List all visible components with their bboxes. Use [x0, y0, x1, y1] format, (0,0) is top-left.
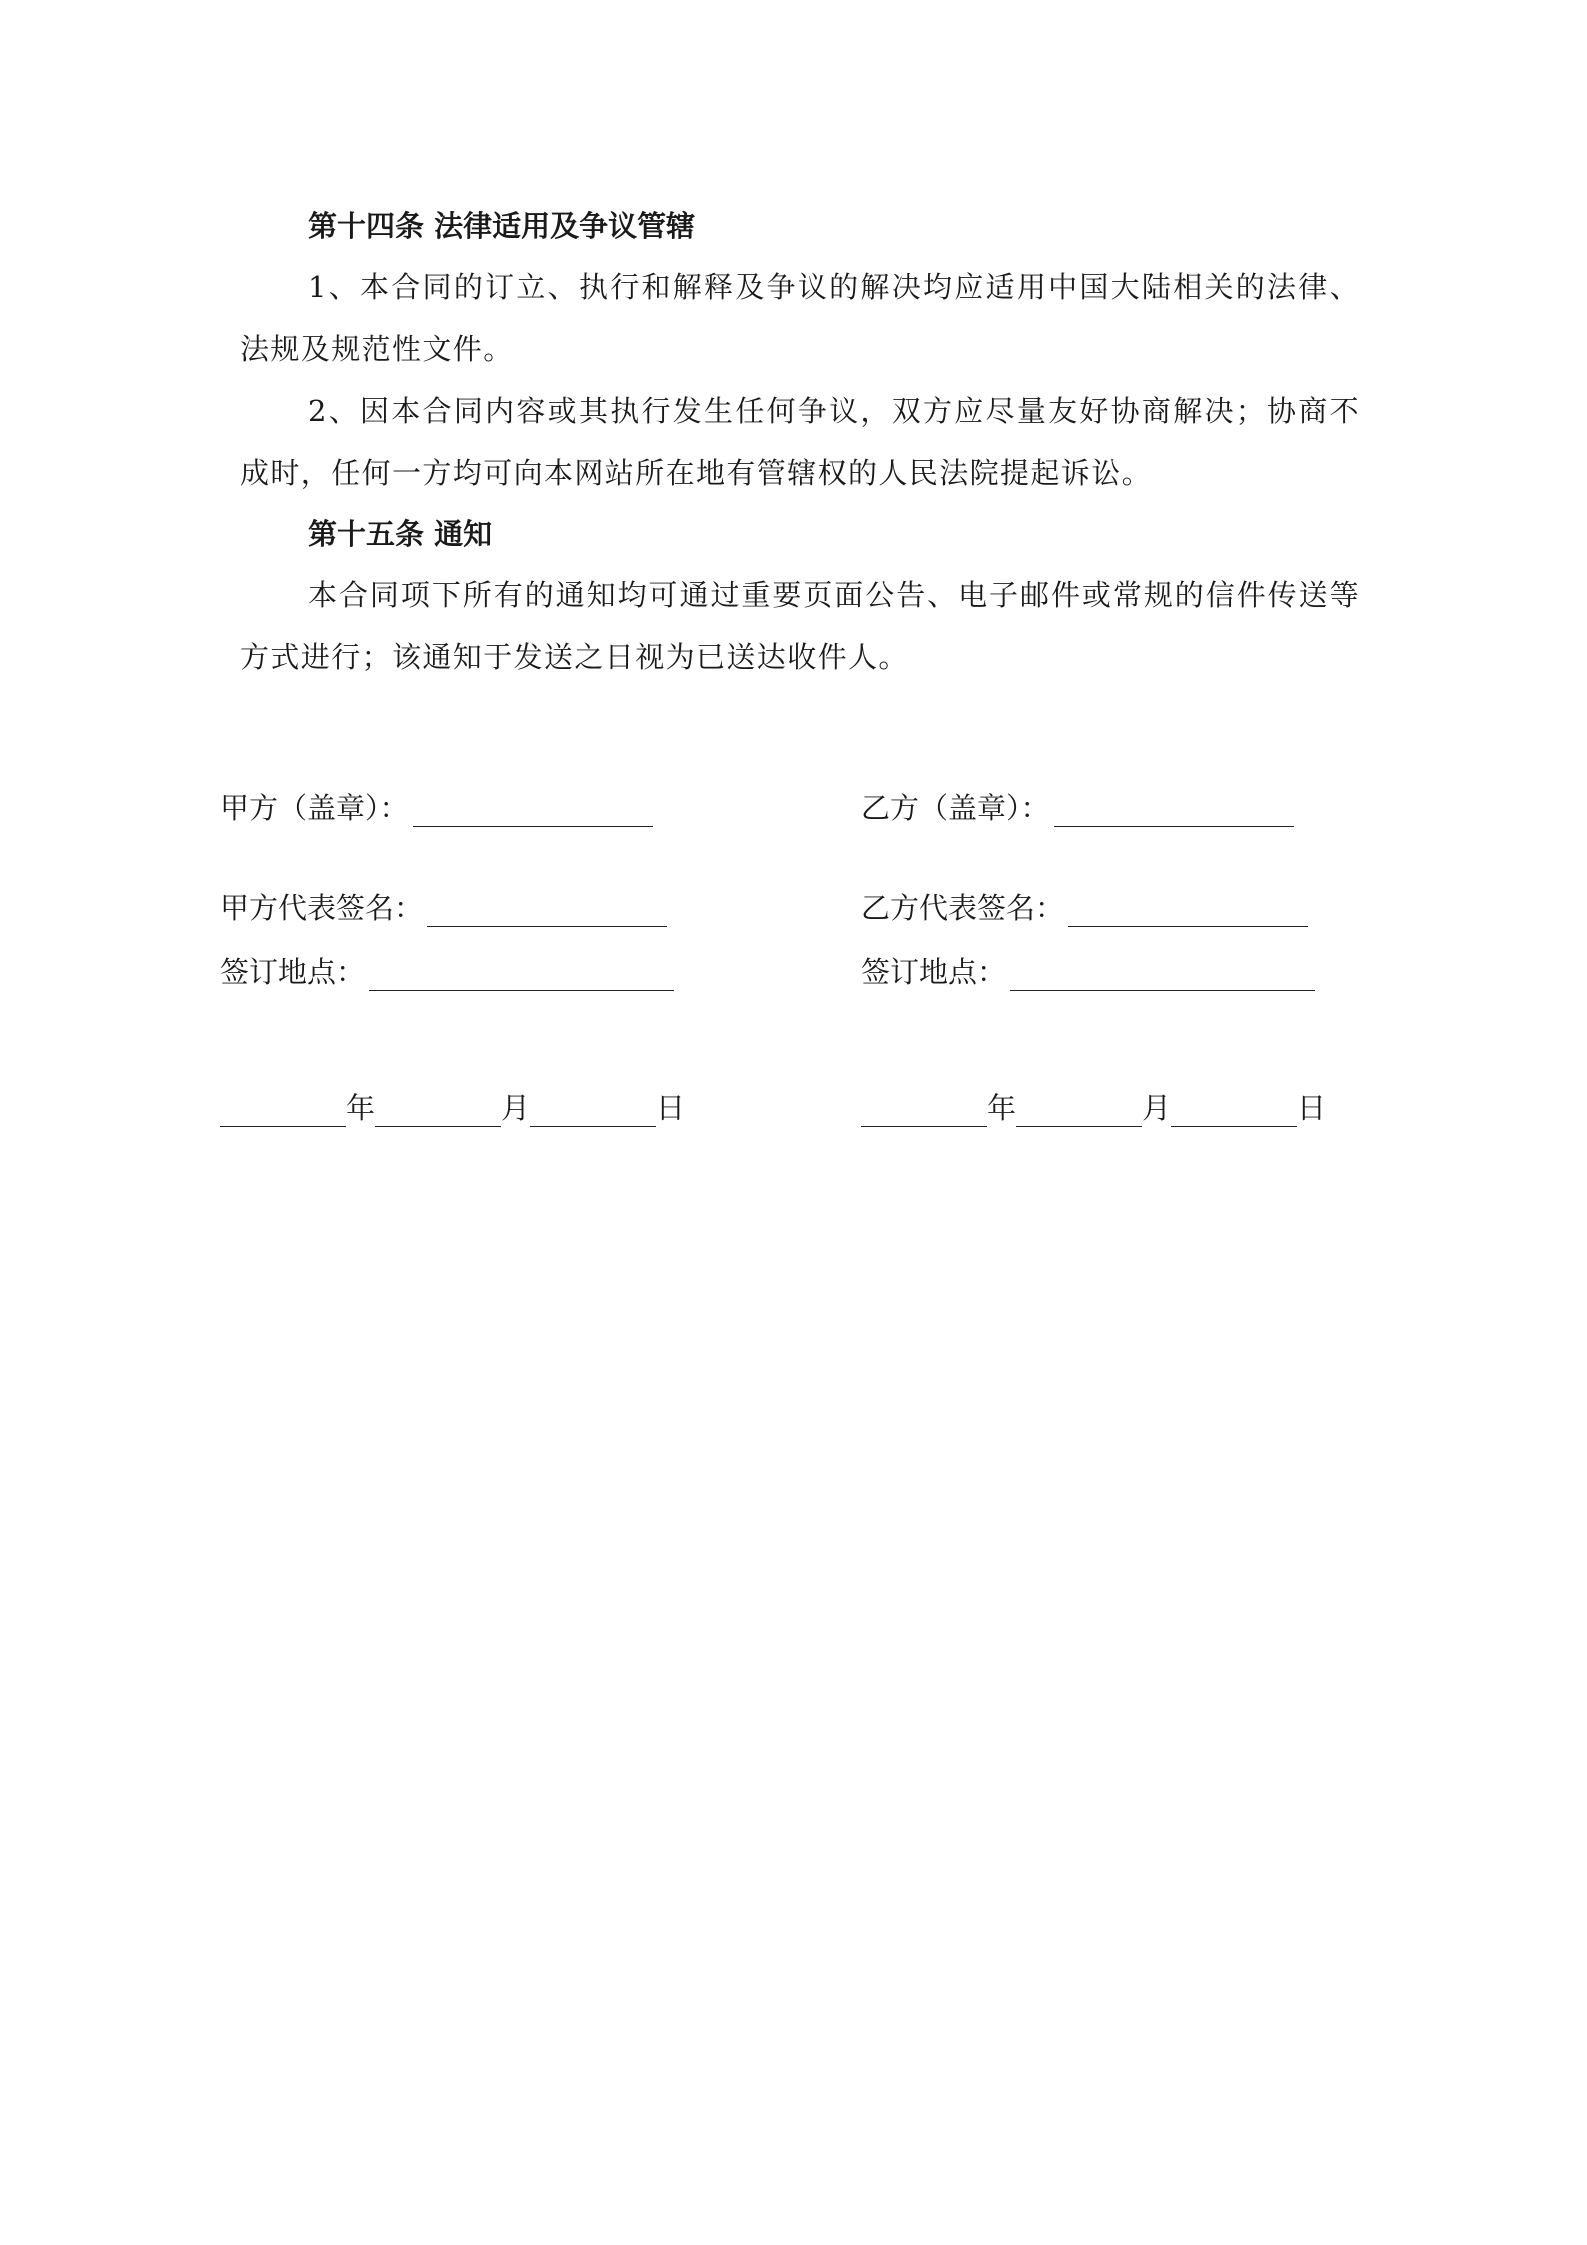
party-b-place-line[interactable]: [1010, 960, 1315, 991]
party-a-year-label: 年: [346, 1091, 376, 1125]
contract-body: [240, 196, 1360, 688]
party-b-seal: [861, 786, 1294, 827]
party-a-day-line[interactable]: [530, 1096, 656, 1127]
article-15-heading: 第十五条 通知: [308, 517, 493, 551]
article-14-paragraph-2: 2、因本合同内容或其执行发生任何争议，双方应尽量友好协商解决；协商不成时，任何一方均可向本网站所在地有管辖权的人民法院提起诉讼。: [240, 394, 1360, 490]
party-b-place-label: 签订地点：: [861, 955, 1007, 989]
article-14-heading: 第十四条 法律适用及争议管辖: [308, 209, 696, 243]
party-a-place-line[interactable]: [369, 960, 674, 991]
party-a-place: [220, 950, 674, 991]
party-a-seal-label: 甲方（盖章）：: [220, 791, 409, 825]
party-b-date: [861, 1086, 1326, 1127]
party-b-year-label: 年: [987, 1091, 1017, 1125]
article-15-paragraph-1: 本合同项下所有的通知均可通过重要页面公告、电子邮件或常规的信件传送等方式进行；该通知于发送之日视为已送达收件人。: [240, 578, 1360, 674]
party-b-day-line[interactable]: [1171, 1096, 1297, 1127]
party-a-rep: [220, 886, 667, 927]
article-14-paragraph-1: 1、本合同的订立、执行和解释及争议的解决均应适用中国大陆相关的法律、法规及规范性文件。: [240, 270, 1360, 366]
party-b-year-line[interactable]: [861, 1096, 987, 1127]
party-b-rep-line[interactable]: [1068, 896, 1308, 927]
party-a-month-label: 月: [501, 1091, 531, 1125]
party-b-rep: [861, 886, 1308, 927]
party-b-place: [861, 950, 1315, 991]
party-b-rep-label: 乙方代表签名：: [861, 891, 1065, 925]
party-a-year-line[interactable]: [220, 1096, 346, 1127]
party-b-day-label: 日: [1297, 1091, 1327, 1125]
party-a-seal: [220, 786, 653, 827]
party-b-month-line[interactable]: [1016, 1096, 1142, 1127]
party-a-month-line[interactable]: [375, 1096, 501, 1127]
party-b-seal-label: 乙方（盖章）：: [861, 791, 1050, 825]
party-a-day-label: 日: [656, 1091, 686, 1125]
party-a-rep-label: 甲方代表签名：: [220, 891, 424, 925]
party-b-seal-line[interactable]: [1054, 796, 1294, 827]
party-b-month-label: 月: [1142, 1091, 1172, 1125]
party-a-date: [220, 1086, 685, 1127]
party-a-rep-line[interactable]: [427, 896, 667, 927]
party-a-seal-line[interactable]: [413, 796, 653, 827]
party-a-place-label: 签订地点：: [220, 955, 366, 989]
